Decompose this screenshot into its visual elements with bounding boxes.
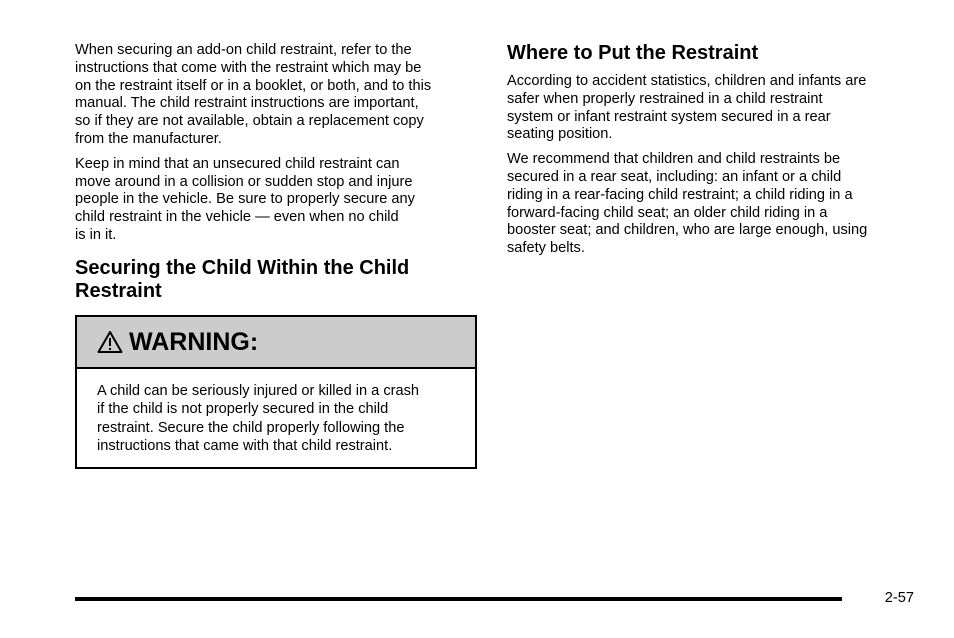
warning-body: A child can be seriously injured or killed in a crash if the child is not properly secured in the child restraint. Secure the child properly following the instructions that came with that child restraint. (97, 382, 420, 454)
warning-triangle-icon (97, 330, 123, 354)
right-column (507, 42, 912, 265)
warning-header (77, 317, 475, 369)
section-heading-securing-child: Securing the Child Within the Child Restraint (75, 256, 410, 302)
left-paragraph-1: When securing an add-on child restraint, refer to the instructions that come with the restraint which may be on the restraint itself or in a booklet, or both, and to this manual. The child restraint instructions are important, so if they are not available, obtain a replacement copy from the manufacturer. (75, 42, 432, 147)
warning-box (75, 315, 477, 470)
right-paragraph-2: We recommend that children and child restraints be secured in a rear seat, including: an infant or a child riding in a rear-facing child restraint; a child riding in a forward-facing child seat; an older child riding in a booster seat; and children, who are large enough, using safety belts. (507, 151, 868, 257)
page-number: 2-57 (884, 590, 914, 606)
left-column (75, 42, 477, 469)
footer-rule (75, 597, 842, 601)
section-heading-where-to-put: Where to Put the Restraint (507, 42, 759, 64)
right-paragraph-1: According to accident statistics, children and infants are safer when properly restrained in a child restraint system or infant restraint system secured in a rear seating position. (507, 73, 867, 143)
warning-title: WARNING: (129, 327, 259, 356)
left-paragraph-2: Keep in mind that an unsecured child restraint can move around in a collision or sudden stop and injure people in the vehicle. Be sure to properly secure any child restraint in the vehicle — even when no child is in it. (75, 155, 415, 243)
